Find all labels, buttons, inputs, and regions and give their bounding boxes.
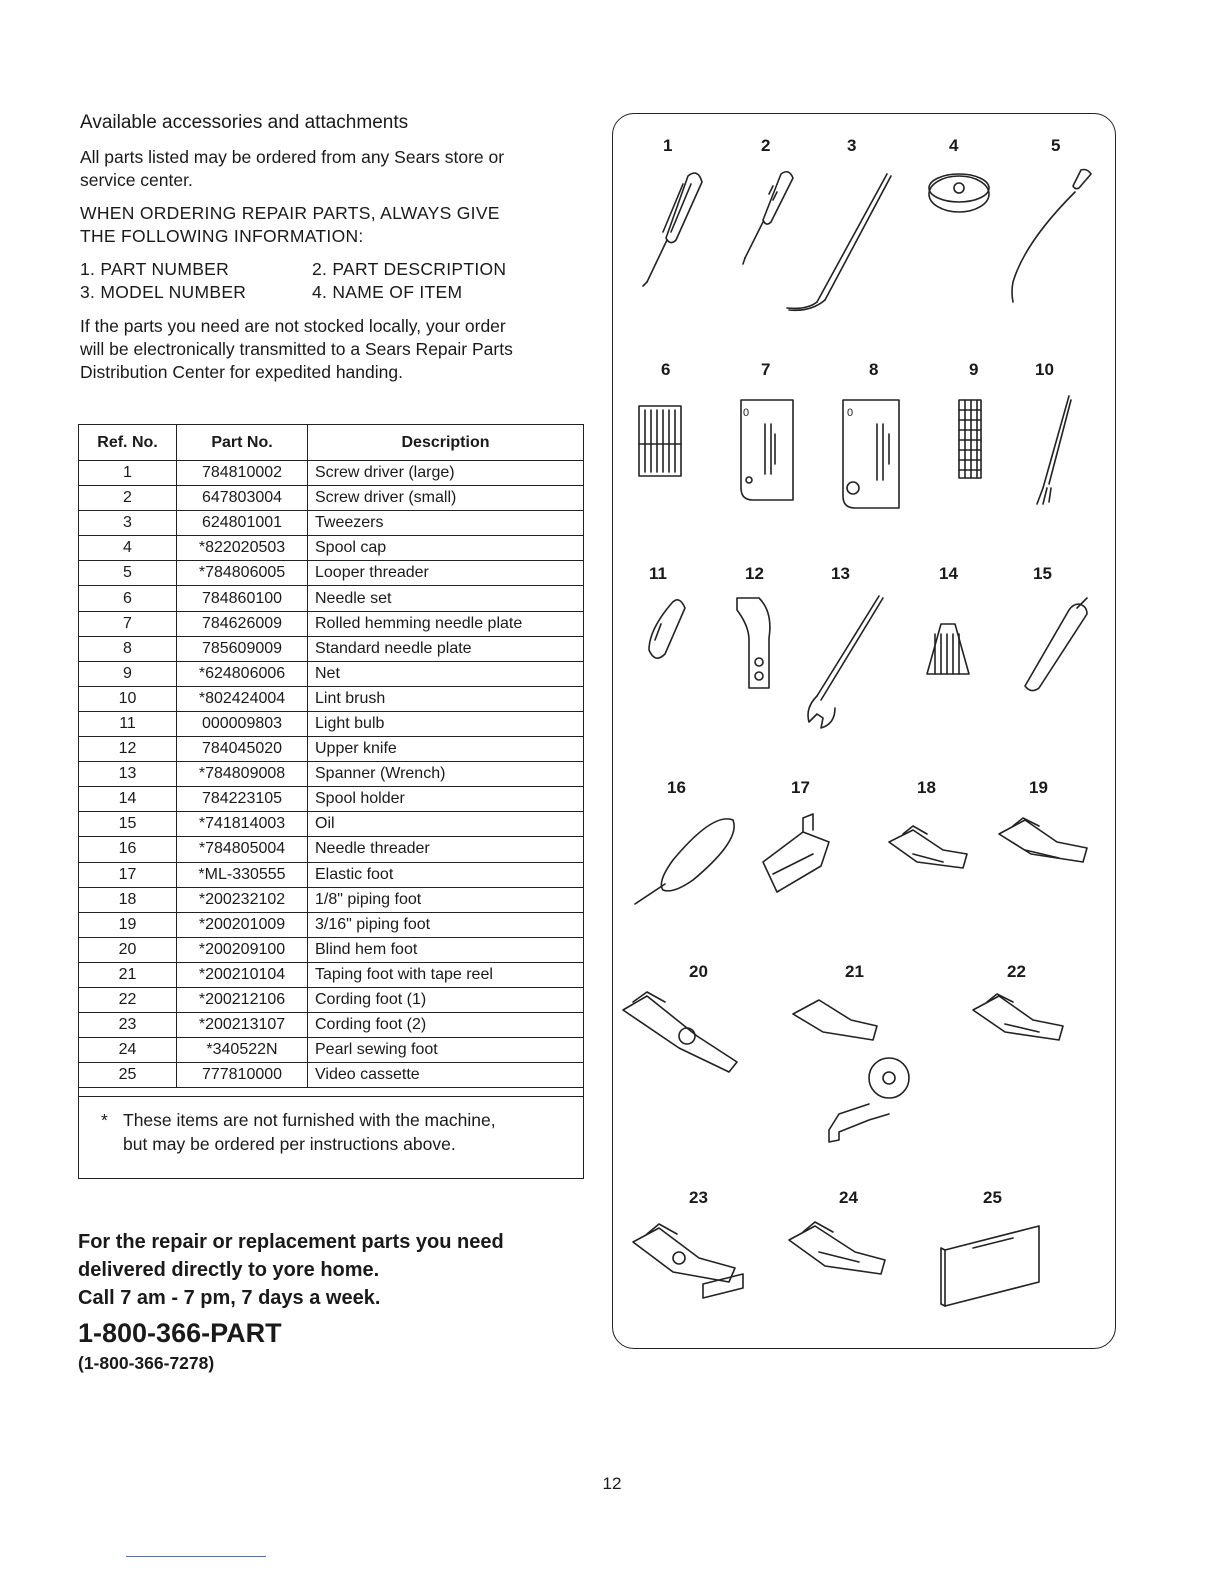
phone-number-numeric: (1-800-366-7278)	[78, 1353, 215, 1373]
table-row	[79, 937, 583, 962]
description-cell: Screw driver (small)	[308, 486, 584, 511]
description-cell: Blind hem foot	[308, 937, 584, 962]
description-cell: Spool holder	[308, 787, 584, 812]
table-row	[79, 887, 583, 912]
ref-no-cell: 18	[79, 887, 177, 912]
description-cell: Standard needle plate	[308, 636, 584, 661]
description-cell: Pearl sewing foot	[308, 1038, 584, 1063]
table-row	[79, 611, 583, 636]
part-no-cell: 624801001	[177, 511, 308, 536]
description-cell: Net	[308, 661, 584, 686]
tweezers-icon	[787, 174, 891, 310]
blind-hem-foot-icon	[623, 992, 737, 1072]
part-no-cell: *802424004	[177, 686, 308, 711]
part-no-cell: *624806006	[177, 661, 308, 686]
description-cell: Looper threader	[308, 561, 584, 586]
part-no-cell: *200209100	[177, 937, 308, 962]
table-row	[79, 636, 583, 661]
svg-text:0: 0	[743, 407, 750, 419]
required-info-list	[80, 258, 588, 304]
description-cell: Needle set	[308, 586, 584, 611]
part-no-cell: 785609009	[177, 636, 308, 661]
figure-label: 16	[667, 778, 686, 797]
description-cell: Elastic foot	[308, 862, 584, 887]
ref-no-cell: 25	[79, 1063, 177, 1088]
needle-set-icon	[639, 406, 681, 476]
asterisk-mark: *	[101, 1110, 108, 1130]
figure-label: 4	[949, 136, 959, 155]
ref-no-cell: 2	[79, 486, 177, 511]
phone-number: 1-800-366-PART	[78, 1318, 282, 1348]
part-no-cell: *200232102	[177, 887, 308, 912]
figure-label: 9	[969, 360, 979, 379]
figure-label: 6	[661, 360, 671, 379]
cording-foot-1-icon	[973, 994, 1063, 1040]
part-no-cell: 784045020	[177, 737, 308, 762]
table-row	[79, 762, 583, 787]
table-row	[79, 1013, 583, 1038]
ordering-instructions: WHEN ORDERING REPAIR PARTS, ALWAYS GIVE THE FOLLOWING INFORMATION:	[80, 203, 500, 246]
parts-table-box	[78, 424, 584, 1179]
description-cell: Oil	[308, 812, 584, 837]
light-bulb-icon	[649, 600, 685, 658]
accessories-text	[78, 112, 588, 390]
spanner-wrench-icon	[808, 596, 883, 728]
video-cassette-icon	[941, 1226, 1039, 1306]
part-no-cell: 784223105	[177, 787, 308, 812]
oil-bottle-icon	[1025, 598, 1087, 691]
part-no-cell: *340522N	[177, 1038, 308, 1063]
part-no-cell: 647803004	[177, 486, 308, 511]
table-row	[79, 837, 583, 862]
table-row	[79, 511, 583, 536]
figure-label: 13	[831, 564, 850, 583]
description-cell: Upper knife	[308, 737, 584, 762]
ref-no-cell: 15	[79, 812, 177, 837]
ref-no-cell: 1	[79, 461, 177, 486]
table-header-row	[79, 425, 583, 461]
part-no-cell: *200212106	[177, 987, 308, 1012]
footnote: * These items are not furnished with the machine, but may be ordered per instructions above.	[79, 1096, 583, 1178]
part-no-cell: *741814003	[177, 812, 308, 837]
part-no-cell: 784860100	[177, 586, 308, 611]
figure-label: 20	[689, 962, 708, 981]
figure-label: 1	[663, 136, 673, 155]
description-cell: 1/8" piping foot	[308, 887, 584, 912]
figure-label: 10	[1035, 360, 1054, 379]
description-cell: Light bulb	[308, 711, 584, 736]
screwdriver-small-icon	[743, 172, 793, 264]
figure-label: 3	[847, 136, 857, 155]
ref-no-cell: 22	[79, 987, 177, 1012]
figure-label: 22	[1007, 962, 1026, 981]
page-number: 12	[602, 1474, 622, 1493]
ref-no-cell: 17	[79, 862, 177, 887]
part-no-cell: *784806005	[177, 561, 308, 586]
part-no-cell: *784805004	[177, 837, 308, 862]
info-item: 1. PART NUMBER	[80, 259, 230, 279]
ref-no-cell: 10	[79, 686, 177, 711]
screwdriver-large-icon	[643, 173, 702, 286]
description-cell: Taping foot with tape reel	[308, 962, 584, 987]
figure-label: 2	[761, 136, 771, 155]
description-cell: Cording foot (1)	[308, 987, 584, 1012]
svg-text:0: 0	[847, 407, 854, 419]
figure-label: 21	[845, 962, 864, 981]
table-row	[79, 586, 583, 611]
part-no-cell: *200213107	[177, 1013, 308, 1038]
ref-no-cell: 11	[79, 711, 177, 736]
figure-label: 11	[649, 564, 667, 583]
table-row	[79, 536, 583, 561]
description-cell: Tweezers	[308, 511, 584, 536]
ref-no-cell: 5	[79, 561, 177, 586]
part-no-cell: 784626009	[177, 611, 308, 636]
figure-label: 12	[745, 564, 764, 583]
table-row	[79, 912, 583, 937]
ref-no-cell: 3	[79, 511, 177, 536]
figure-label: 24	[839, 1188, 858, 1207]
standard-needle-plate-icon	[843, 400, 899, 508]
table-row	[79, 661, 583, 686]
not-stocked-notice: If the parts you need are not stocked locally, your order will be electronically transmitted to a Sears Repair Parts Distribution Center for expedited handing.	[80, 316, 513, 382]
info-item: 4. NAME OF ITEM	[312, 282, 463, 302]
figure-label: 5	[1051, 136, 1061, 155]
ref-no-cell: 24	[79, 1038, 177, 1063]
description-cell: Spool cap	[308, 536, 584, 561]
part-no-cell: *822020503	[177, 536, 308, 561]
parts-table	[79, 425, 583, 1088]
figure-label: 18	[917, 778, 936, 797]
part-no-cell: *200201009	[177, 912, 308, 937]
description-cell: Video cassette	[308, 1063, 584, 1088]
part-no-cell: 784810002	[177, 461, 308, 486]
needle-threader-icon	[635, 819, 734, 904]
table-row	[79, 1038, 583, 1063]
piping-foot-large-icon	[999, 818, 1087, 862]
net-icon	[959, 400, 981, 478]
link-underline	[126, 1556, 266, 1557]
part-no-cell: 000009803	[177, 711, 308, 736]
upper-knife-icon	[737, 598, 770, 688]
table-row	[79, 461, 583, 486]
pearl-sewing-foot-icon	[789, 1222, 885, 1274]
info-item: 3. MODEL NUMBER	[80, 282, 247, 302]
section-heading: Available accessories and attachments	[80, 112, 409, 133]
figure-label: 17	[791, 778, 810, 797]
piping-foot-small-icon	[889, 826, 967, 868]
description-cell: Lint brush	[308, 686, 584, 711]
part-no-cell: *200210104	[177, 962, 308, 987]
table-row	[79, 962, 583, 987]
table-row	[79, 561, 583, 586]
ref-no-cell: 16	[79, 837, 177, 862]
ref-no-cell: 21	[79, 962, 177, 987]
table-row	[79, 1063, 583, 1088]
info-item: 2. PART DESCRIPTION	[312, 259, 507, 279]
table-row	[79, 812, 583, 837]
ref-no-cell: 19	[79, 912, 177, 937]
table-row	[79, 862, 583, 887]
table-row	[79, 787, 583, 812]
ref-no-cell: 23	[79, 1013, 177, 1038]
ref-no-cell: 9	[79, 661, 177, 686]
part-no-cell: 777810000	[177, 1063, 308, 1088]
table-row	[79, 711, 583, 736]
cording-foot-2-icon	[633, 1224, 743, 1298]
table-row	[79, 486, 583, 511]
ref-no-cell: 14	[79, 787, 177, 812]
description-cell: Spanner (Wrench)	[308, 762, 584, 787]
taping-foot-with-reel-icon	[793, 1000, 909, 1142]
rolled-hem-needle-plate-icon	[741, 400, 793, 500]
description-cell: 3/16" piping foot	[308, 912, 584, 937]
ref-no-cell: 13	[79, 762, 177, 787]
ref-no-cell: 4	[79, 536, 177, 561]
ref-no-cell: 7	[79, 611, 177, 636]
accessories-illustration-panel	[612, 113, 1116, 1349]
description-cell: Needle threader	[308, 837, 584, 862]
table-row	[79, 737, 583, 762]
part-no-cell: *784809008	[177, 762, 308, 787]
figure-label: 7	[761, 360, 771, 379]
figure-label: 15	[1033, 564, 1052, 583]
spool-holder-icon	[927, 624, 969, 674]
header-part-no: Part No.	[177, 425, 308, 461]
header-ref-no: Ref. No.	[79, 425, 177, 461]
figure-label: 14	[939, 564, 958, 583]
parts-table-body	[79, 461, 583, 1088]
spool-cap-icon	[929, 174, 989, 212]
part-no-cell: *ML-330555	[177, 862, 308, 887]
description-cell: Cording foot (2)	[308, 1013, 584, 1038]
description-cell: Rolled hemming needle plate	[308, 611, 584, 636]
figure-label: 25	[983, 1188, 1002, 1207]
intro-text: All parts listed may be ordered from any Sears store or service center.	[80, 147, 505, 190]
description-cell: Screw driver (large)	[308, 461, 584, 486]
call-to-action: For the repair or replacement parts you need delivered directly to yore home. Call 7 am - 7 pm, 7 days a week. 1-800-366-PART (1-800-366-7278)	[78, 1228, 598, 1374]
table-row	[79, 686, 583, 711]
header-description: Description	[308, 425, 584, 461]
lint-brush-icon	[1037, 396, 1071, 504]
figure-label: 19	[1029, 778, 1048, 797]
ref-no-cell: 12	[79, 737, 177, 762]
ref-no-cell: 20	[79, 937, 177, 962]
elastic-foot-icon	[763, 814, 829, 892]
ref-no-cell: 8	[79, 636, 177, 661]
figure-label: 8	[869, 360, 879, 379]
table-row	[79, 987, 583, 1012]
looper-threader-icon	[1012, 170, 1091, 303]
figure-label: 23	[689, 1188, 708, 1207]
ref-no-cell: 6	[79, 586, 177, 611]
